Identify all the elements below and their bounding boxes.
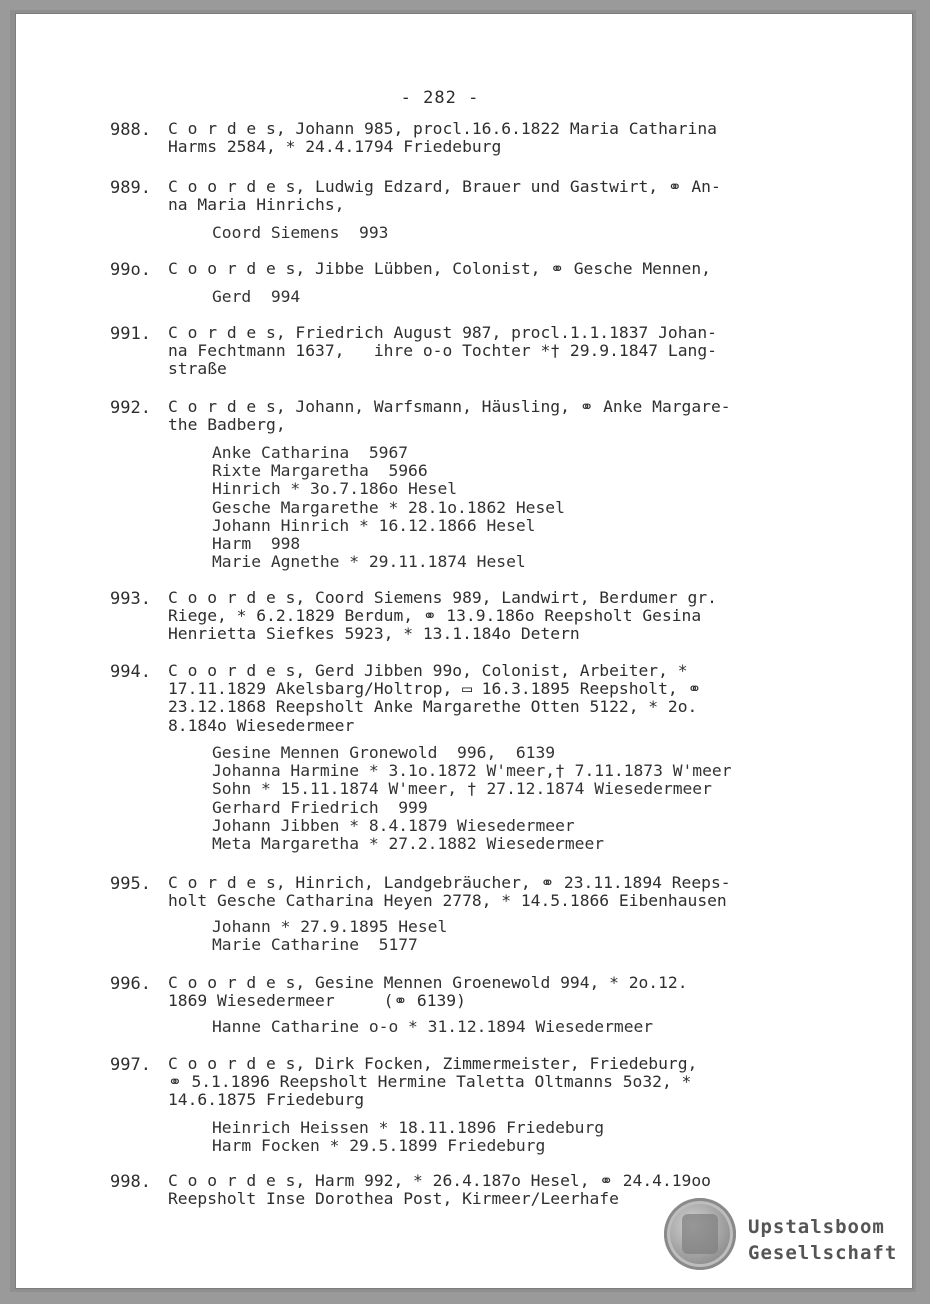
entry-line: C o o r d e s, Jibbe Lübben, Colonist, ⚭ Gesche Mennen,: [168, 259, 711, 278]
publisher-brand: [748, 1214, 897, 1266]
child-item: Coord Siemens 993: [212, 223, 389, 242]
child-item: Sohn * 15.11.1874 W'meer, † 27.12.1874 Wiesedermeer: [212, 779, 712, 799]
entry-line: C o o r d e s, Gerd Jibben 99o, Colonist, Arbeiter, *: [168, 661, 688, 680]
child-item: Gerhard Friedrich 999: [212, 797, 428, 817]
child-item: Johanna Harmine * 3.1o.1872 W'meer,† 7.11.1873 W'meer: [212, 761, 732, 781]
entry-number: 989.: [110, 178, 151, 198]
entry-number: 988.: [110, 120, 151, 140]
entry-line: C o o r d e s, Ludwig Edzard, Brauer und Gastwirt, ⚭ An-: [168, 177, 721, 196]
entry-number: 995.: [110, 874, 151, 894]
child-item: Anke Catharina 5967: [212, 443, 409, 462]
entry-line: ⚭ 5.1.1896 Reepsholt Hermine Taletta Oltmanns 5o32, *: [168, 1072, 692, 1092]
child-item: Hinrich * 3o.7.186o Hesel: [212, 479, 458, 499]
entry-line: 14.6.1875 Friedeburg: [168, 1090, 365, 1110]
entry-line: C o o r d e s, Harm 992, * 26.4.187o Hesel, ⚭ 24.4.19oo: [168, 1171, 711, 1190]
entry-line: C o o r d e s, Gesine Mennen Groenewold 994, * 2o.12.: [168, 973, 688, 992]
child-item: Heinrich Heissen * 18.11.1896 Friedeburg: [212, 1118, 605, 1137]
entry-line: na Fechtmann 1637, ihre o-o Tochter *† 29.9.1847 Lang-: [168, 341, 717, 361]
child-item: Gesine Mennen Gronewold 996, 6139: [212, 743, 556, 762]
child-item: Johann Hinrich * 16.12.1866 Hesel: [212, 515, 536, 535]
entry-line: 8.184o Wiesedermeer: [168, 715, 355, 735]
entry-line: 1869 Wiesedermeer (⚭ 6139): [168, 991, 466, 1011]
entry-line: C o r d e s, Hinrich, Landgebräucher, ⚭ 23.11.1894 Reeps-: [168, 873, 731, 892]
child-item: Hanne Catharine o-o * 31.12.1894 Wiesedermeer: [212, 1017, 654, 1036]
entry-number: 991.: [110, 324, 151, 344]
entry-line: holt Gesche Catharina Heyen 2778, * 14.5.1866 Eibenhausen: [168, 891, 727, 911]
page-number: - 282 -: [400, 88, 480, 108]
entry-line: C o r d e s, Friedrich August 987, procl.1.1.1837 Johan-: [168, 323, 717, 342]
society-seal-icon: [664, 1198, 736, 1270]
entry-line: C o r d e s, Johann 985, procl.16.6.1822 Maria Catharina: [168, 119, 717, 138]
brand-line-1: Upstalsboom: [748, 1216, 885, 1238]
entry-line: C o r d e s, Johann, Warfsmann, Häusling, ⚭ Anke Margare-: [168, 397, 731, 416]
brand-line-2: Gesellschaft: [748, 1242, 898, 1264]
entry-number: 99o.: [110, 260, 151, 280]
child-item: Harm 998: [212, 534, 301, 554]
entry-line: the Badberg,: [168, 415, 286, 435]
child-item: Gerd 994: [212, 287, 301, 306]
entry-number: 993.: [110, 589, 151, 609]
child-item: Rixte Margaretha 5966: [212, 461, 428, 481]
entry-line: Reepsholt Inse Dorothea Post, Kirmeer/Leerhafe: [168, 1189, 619, 1209]
entry-number: 994.: [110, 662, 151, 682]
child-item: Harm Focken * 29.5.1899 Friedeburg: [212, 1136, 546, 1156]
child-item: Gesche Margarethe * 28.1o.1862 Hesel: [212, 497, 565, 517]
entry-line: 23.12.1868 Reepsholt Anke Margarethe Otten 5122, * 2o.: [168, 697, 698, 717]
seal-emblem: [682, 1214, 718, 1254]
child-item: Marie Agnethe * 29.11.1874 Hesel: [212, 552, 526, 572]
entry-line: C o o r d e s, Coord Siemens 989, Landwirt, Berdumer gr.: [168, 588, 717, 607]
child-item: Marie Catharine 5177: [212, 935, 418, 955]
entry-line: na Maria Hinrichs,: [168, 195, 345, 215]
entry-number: 992.: [110, 398, 151, 418]
entry-line: C o o r d e s, Dirk Focken, Zimmermeister, Friedeburg,: [168, 1054, 698, 1073]
entry-number: 997.: [110, 1055, 151, 1075]
entry-number: 996.: [110, 974, 151, 994]
entry-line: Harms 2584, * 24.4.1794 Friedeburg: [168, 137, 502, 157]
child-item: Johann Jibben * 8.4.1879 Wiesedermeer: [212, 815, 575, 835]
entry-number: 998.: [110, 1172, 151, 1192]
entry-line: 17.11.1829 Akelsbarg/Holtrop, ▭ 16.3.1895 Reepsholt, ⚭: [168, 679, 702, 699]
child-item: Johann * 27.9.1895 Hesel: [212, 917, 448, 936]
child-item: Meta Margaretha * 27.2.1882 Wiesedermeer: [212, 834, 605, 854]
entry-line: straße: [168, 359, 227, 379]
entry-line: Riege, * 6.2.1829 Berdum, ⚭ 13.9.186o Reepsholt Gesina: [168, 606, 702, 626]
entry-line: Henrietta Siefkes 5923, * 13.1.184o Detern: [168, 624, 580, 644]
